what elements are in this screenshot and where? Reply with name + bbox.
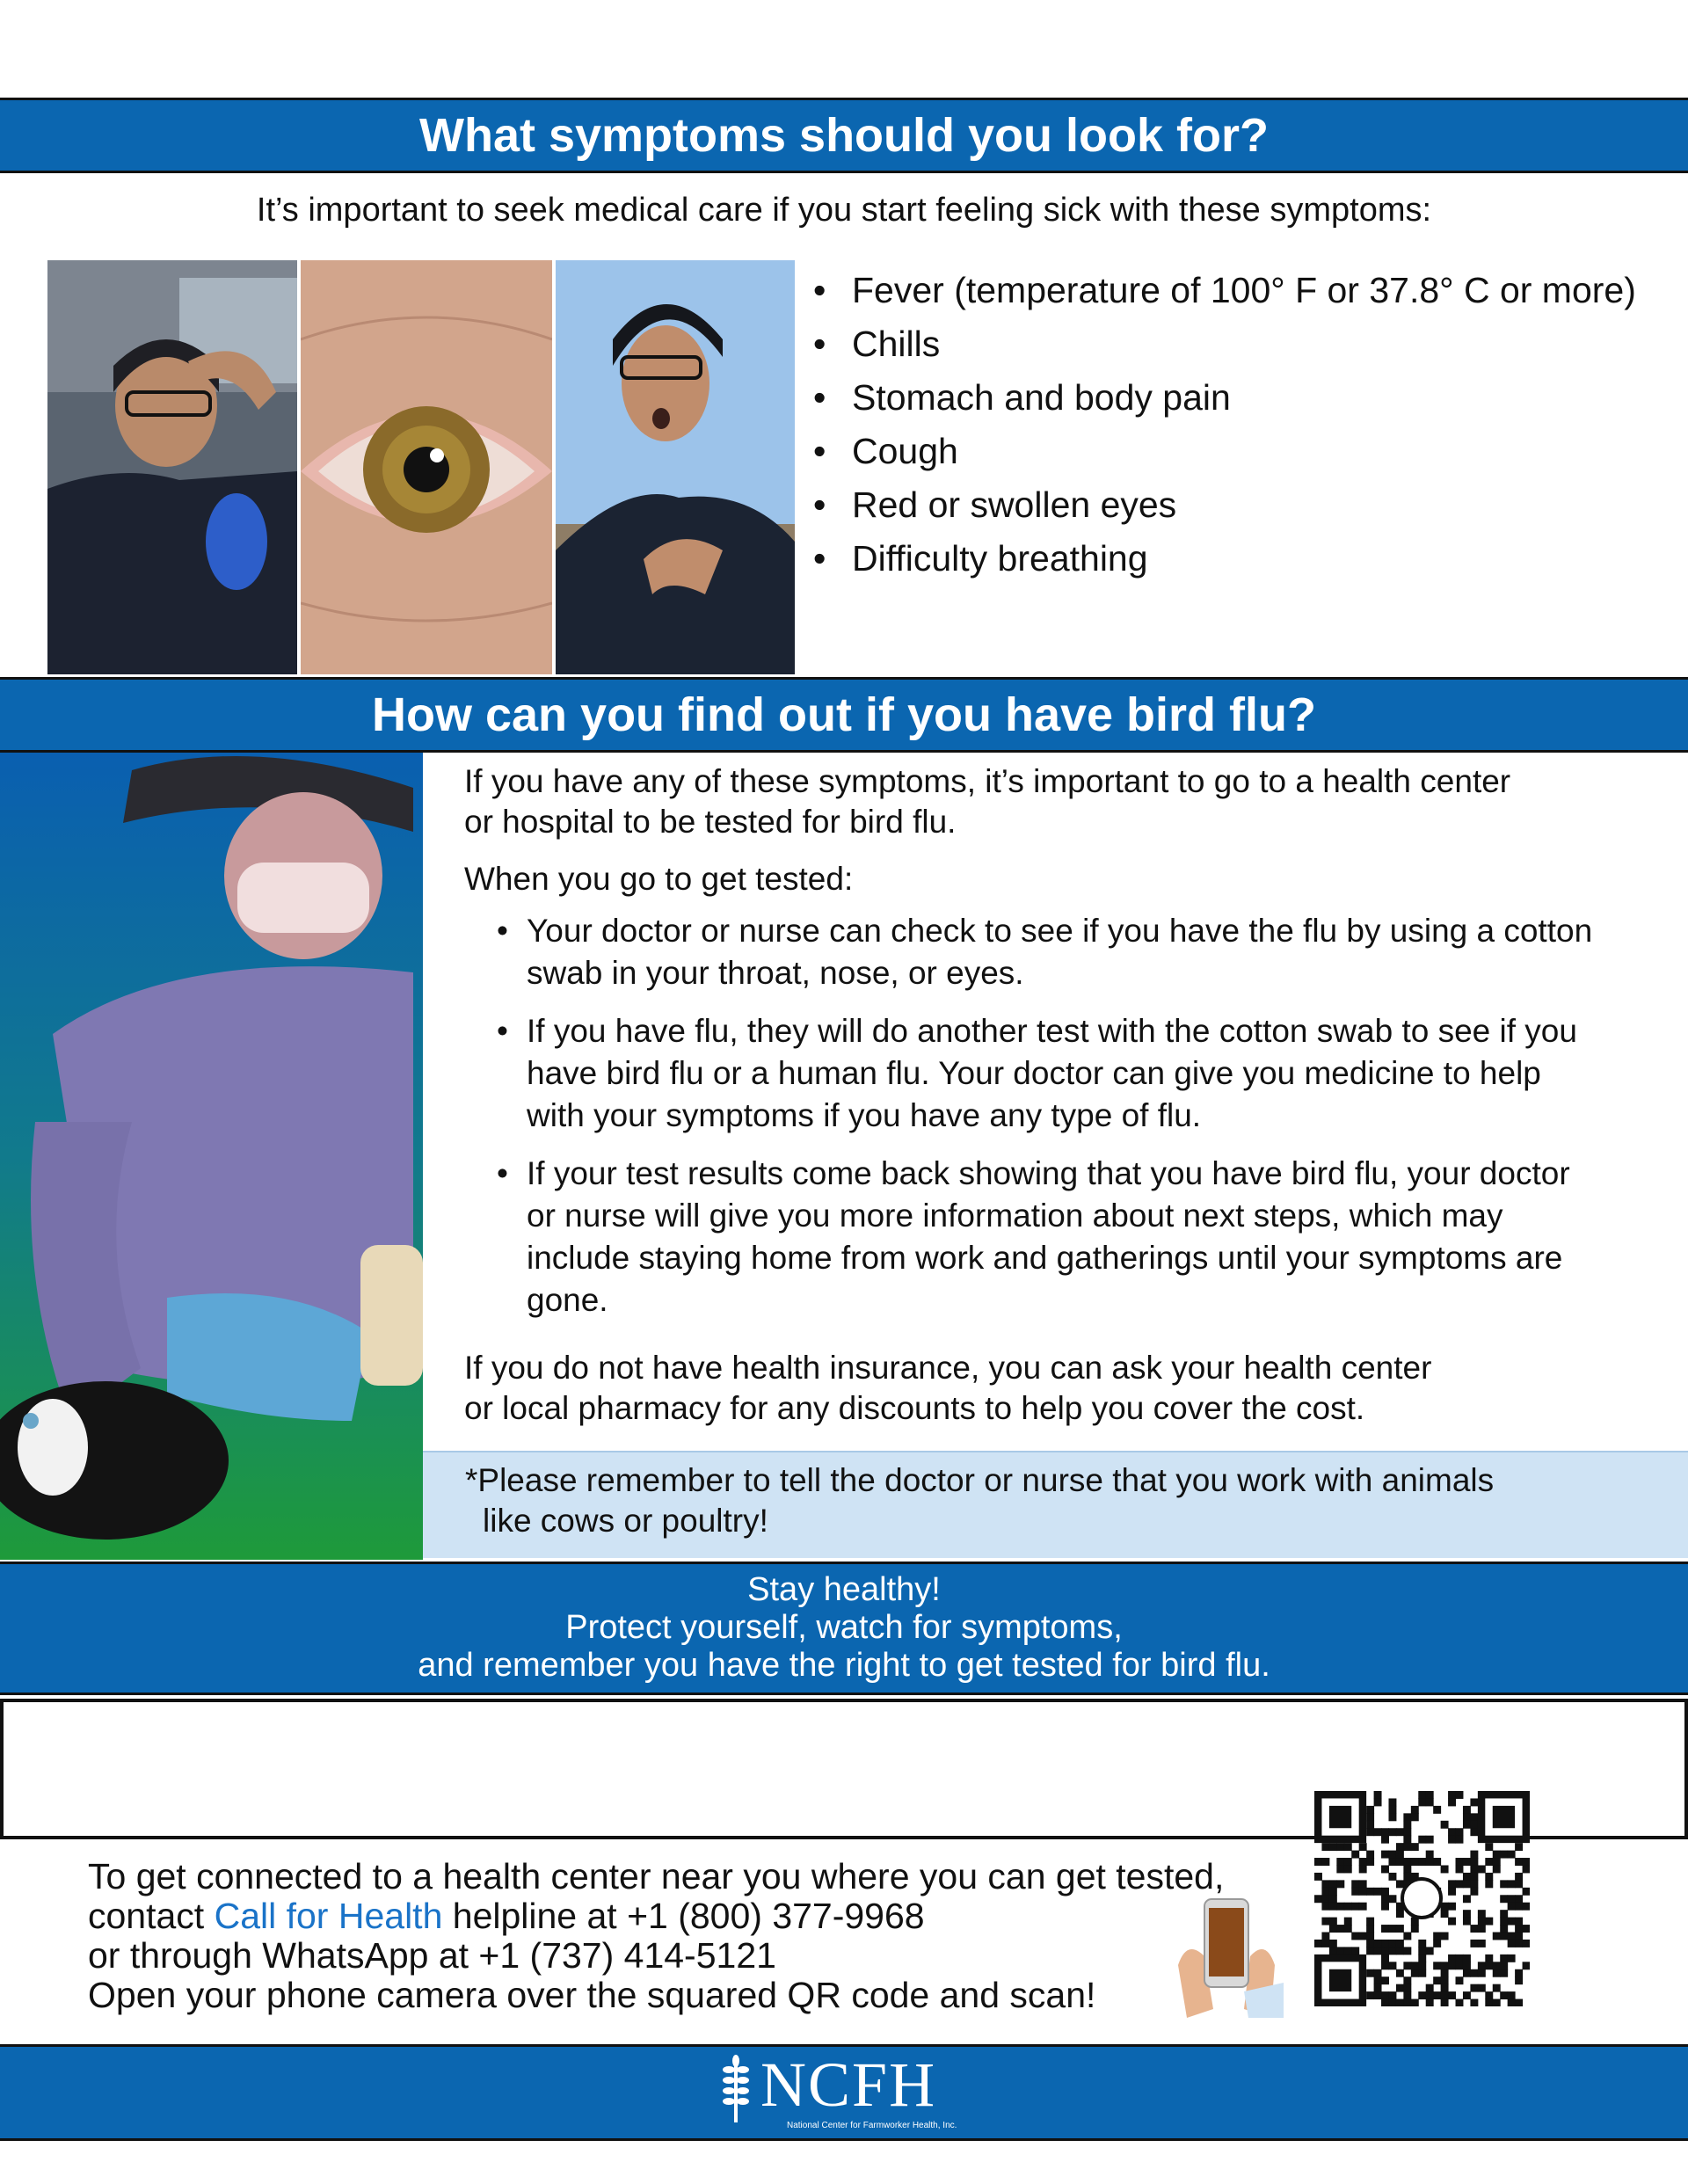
symptom-item: • Difficulty breathing [813,532,1636,586]
logo-text: NCFH [760,2049,937,2120]
stay-healthy-line: Stay healthy! [747,1571,941,1608]
whatsapp-number: or through WhatsApp at +1 (737) 414-5121 [88,1935,776,1976]
sick-man-photo [47,260,297,674]
contact-prefix: contact [88,1896,215,1936]
contact-info [88,1857,1224,2015]
reminder-line: *Please remember to tell the doctor or nurse that you work with animals [465,1462,1495,1498]
testing-step: • If your test results come back showing that you have bird flu, your doctor or nurse will give you more information about next steps, which may include staying home from work and gatherings until your symptoms are gone. [497,1153,1596,1321]
insurance-note [464,1348,1607,1429]
reminder-line: like cows or poultry! [483,1503,768,1539]
phone-hands-icon [1169,1886,1284,2018]
testing-steps-list [497,910,1596,1337]
symptoms-heading: What symptoms should you look for? [418,109,1269,162]
symptom-item: • Red or swollen eyes [813,478,1636,532]
symptom-item: • Chills [813,317,1636,371]
stay-healthy-line: and remember you have the right to get tested for bird flu. [418,1647,1270,1684]
stay-healthy-line: Protect yourself, watch for symptoms, [565,1609,1123,1646]
animals-reminder [423,1451,1688,1558]
red-eye-photo [301,260,552,674]
stay-healthy-banner [0,1562,1688,1695]
testing-heading: How can you find out if you have bird flu? [372,688,1316,741]
contact-line: To get connected to a health center near you where you can get tested, [88,1856,1225,1896]
testing-heading-band [0,677,1688,753]
helpline-number: helpline at +1 (800) 377-9968 [442,1896,925,1936]
qr-instruction: Open your phone camera over the squared QR code and scan! [88,1975,1096,2015]
farmworker-calf-photo [0,753,423,1560]
symptoms-intro: It’s important to seek medical care if you start feeling sick with these symptoms: [256,192,1432,229]
symptom-list [813,264,1636,586]
contact-line [88,1896,1224,1936]
testing-intro-line: or hospital to be tested for bird flu. [464,804,957,840]
testing-intro [464,761,1607,842]
symptom-item: • Fever (temperature of 100° F or 37.8° C or more) [813,264,1636,317]
symptom-item: • Cough [813,425,1636,478]
wheat-icon [717,2054,755,2137]
symptom-item: • Stomach and body pain [813,371,1636,425]
symptoms-heading-band [0,98,1688,173]
insurance-line: If you do not have health insurance, you can ask your health center [464,1350,1432,1386]
coughing-man-photo [556,260,795,674]
footer-band [0,2044,1688,2141]
qr-code[interactable] [1314,1791,1530,2006]
testing-step: • If you have flu, they will do another test with the cotton swab to see if you have bird flu or a human flu. Your doctor can give you medicine to help with your symptoms if you have any type of flu. [497,1010,1596,1137]
testing-intro-line: If you have any of these symptoms, it’s important to go to a health center [464,763,1511,799]
call-for-health-link[interactable]: Call for Health [214,1896,443,1936]
insurance-line: or local pharmacy for any discounts to help you cover the cost. [464,1390,1365,1426]
logo-subtitle: National Center for Farmworker Health, Inc. [787,2121,957,2130]
when-tested-label: When you go to get tested: [464,861,854,897]
testing-step: • Your doctor or nurse can check to see if you have the flu by using a cotton swab in your throat, nose, or eyes. [497,910,1596,994]
